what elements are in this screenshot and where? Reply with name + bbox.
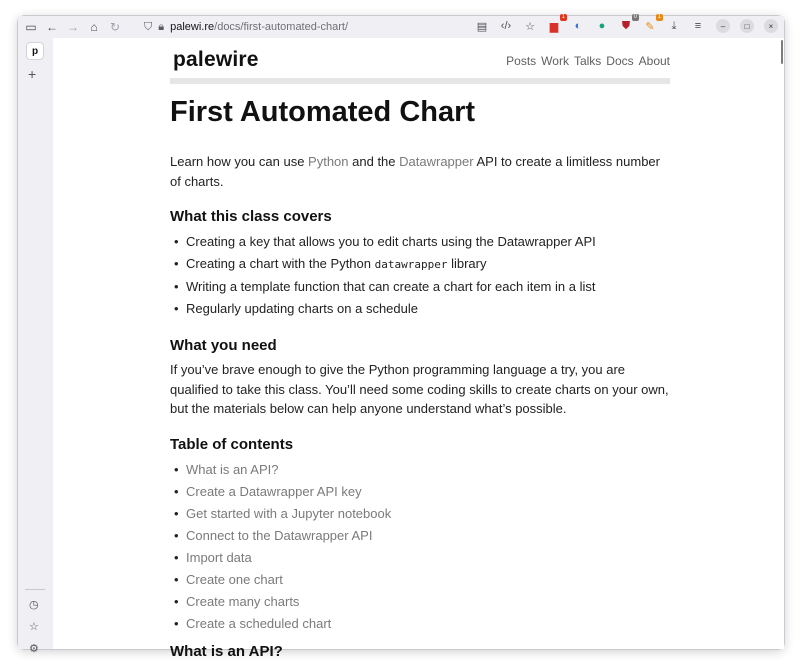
toc-link[interactable]: • Create a Datawrapper API key [170, 481, 670, 503]
extension-badge: 1 [657, 14, 661, 20]
nav-talks[interactable]: Talks [573, 54, 602, 68]
intro-text: Learn how you can use [170, 154, 309, 169]
sidebar-divider [25, 589, 45, 590]
bookmark-star-icon[interactable]: ☆ [525, 20, 535, 33]
extension-badge: 0 [633, 14, 637, 20]
shield-icon[interactable]: ⛉ [144, 20, 153, 33]
next-section-heading: What is an API? [170, 643, 283, 660]
intro-text: and the [348, 154, 400, 169]
lock-icon[interactable]: 🔒︎ [158, 20, 165, 33]
toc-link[interactable]: • Create one chart [170, 569, 670, 591]
minimize-icon[interactable]: – [716, 19, 730, 33]
need-paragraph: If you’ve brave enough to give the Python programming language a try, you are qualified to take this class. You’ll need some coding skills to create charts on your own, but the materials below can help anyone understand what’s possible. [170, 362, 669, 416]
extension-ublock-icon[interactable]: ⛊ 0 [621, 14, 637, 32]
list-item: • Regularly updating charts on a schedule [170, 298, 670, 320]
toc-link[interactable]: • Get started with a Jupyter notebook [170, 503, 670, 525]
list-item [170, 253, 670, 276]
intro-text: API to create a limitless number of charts. [170, 154, 660, 189]
page-title: First Automated Chart [170, 96, 476, 128]
browser-sidebar [18, 38, 52, 655]
toc-link[interactable]: • Create a scheduled chart [170, 613, 670, 635]
intro-paragraph [170, 152, 670, 191]
toc-heading: Table of contents [170, 436, 294, 453]
datawrapper-link[interactable]: Datawrapper [399, 154, 474, 169]
list-item: • Creating a key that allows you to edit charts using the Datawrapper API [170, 231, 670, 253]
scrollbar-thumb[interactable] [781, 40, 783, 64]
scrollbar[interactable] [780, 38, 784, 649]
list-item-text: library [447, 256, 487, 271]
back-icon[interactable]: ← [46, 20, 58, 34]
home-icon[interactable]: ⌂ [90, 20, 98, 34]
forward-icon[interactable]: → [67, 20, 79, 34]
close-icon[interactable]: × [764, 19, 778, 33]
header-rule [170, 78, 670, 84]
url-path: /docs/first-automated-chart/ [214, 21, 349, 33]
new-tab-plus-icon[interactable]: + [28, 66, 37, 82]
site-brand[interactable]: palewire [173, 48, 259, 71]
url-host: palewi.re [170, 21, 215, 33]
python-link[interactable]: Python [308, 154, 349, 169]
reload-icon[interactable]: ↻ [109, 20, 121, 34]
need-heading: What you need [170, 337, 277, 354]
code-datawrapper: datawrapper [374, 258, 448, 271]
list-item-text: Creating a chart with the Python [186, 256, 375, 271]
extension-grammarly-icon[interactable]: ● [598, 20, 606, 32]
browser-window [17, 14, 785, 660]
toolbar-right [466, 14, 778, 34]
bookmarks-star-icon[interactable]: ☆ [29, 621, 39, 633]
nav-about[interactable]: About [638, 54, 670, 68]
toc-link[interactable]: • What is an API? [170, 459, 670, 481]
site-nav [501, 54, 670, 68]
nav-docs[interactable]: Docs [606, 54, 634, 68]
code-icon[interactable]: ‹/› [500, 20, 512, 32]
extension-feather-icon[interactable]: ✎ 1 [645, 14, 661, 33]
covers-heading: What this class covers [170, 208, 332, 225]
list-item: • Writing a template function that can create a chart for each item in a list [170, 276, 670, 298]
covers-list [170, 231, 670, 320]
web-content [53, 38, 780, 660]
extension-translate-icon[interactable]: ◐ [574, 20, 582, 32]
nav-work[interactable]: Work [541, 54, 569, 68]
toc-list [170, 459, 670, 635]
toc-link[interactable]: • Create many charts [170, 591, 670, 613]
history-icon[interactable]: ◷ [29, 599, 39, 611]
toc-link[interactable]: • Connect to the Datawrapper API [170, 525, 670, 547]
downloads-icon[interactable]: ⤓ [671, 19, 677, 32]
nav-posts[interactable]: Posts [506, 54, 537, 68]
reader-view-icon[interactable]: ▤ [476, 20, 488, 33]
settings-gear-icon[interactable]: ⚙ [29, 643, 39, 655]
sidebar-tab-palewire[interactable]: p [26, 42, 44, 60]
extension-mail-icon[interactable]: ▆ 1 [549, 14, 565, 33]
maximize-icon[interactable]: □ [740, 19, 754, 33]
browser-toolbar [18, 16, 784, 38]
sidebar-toggle-icon[interactable]: ▭ [25, 20, 37, 34]
menu-icon[interactable]: ≡ [694, 20, 702, 32]
toc-link[interactable]: • Import data [170, 547, 670, 569]
extension-badge: 1 [561, 14, 565, 20]
